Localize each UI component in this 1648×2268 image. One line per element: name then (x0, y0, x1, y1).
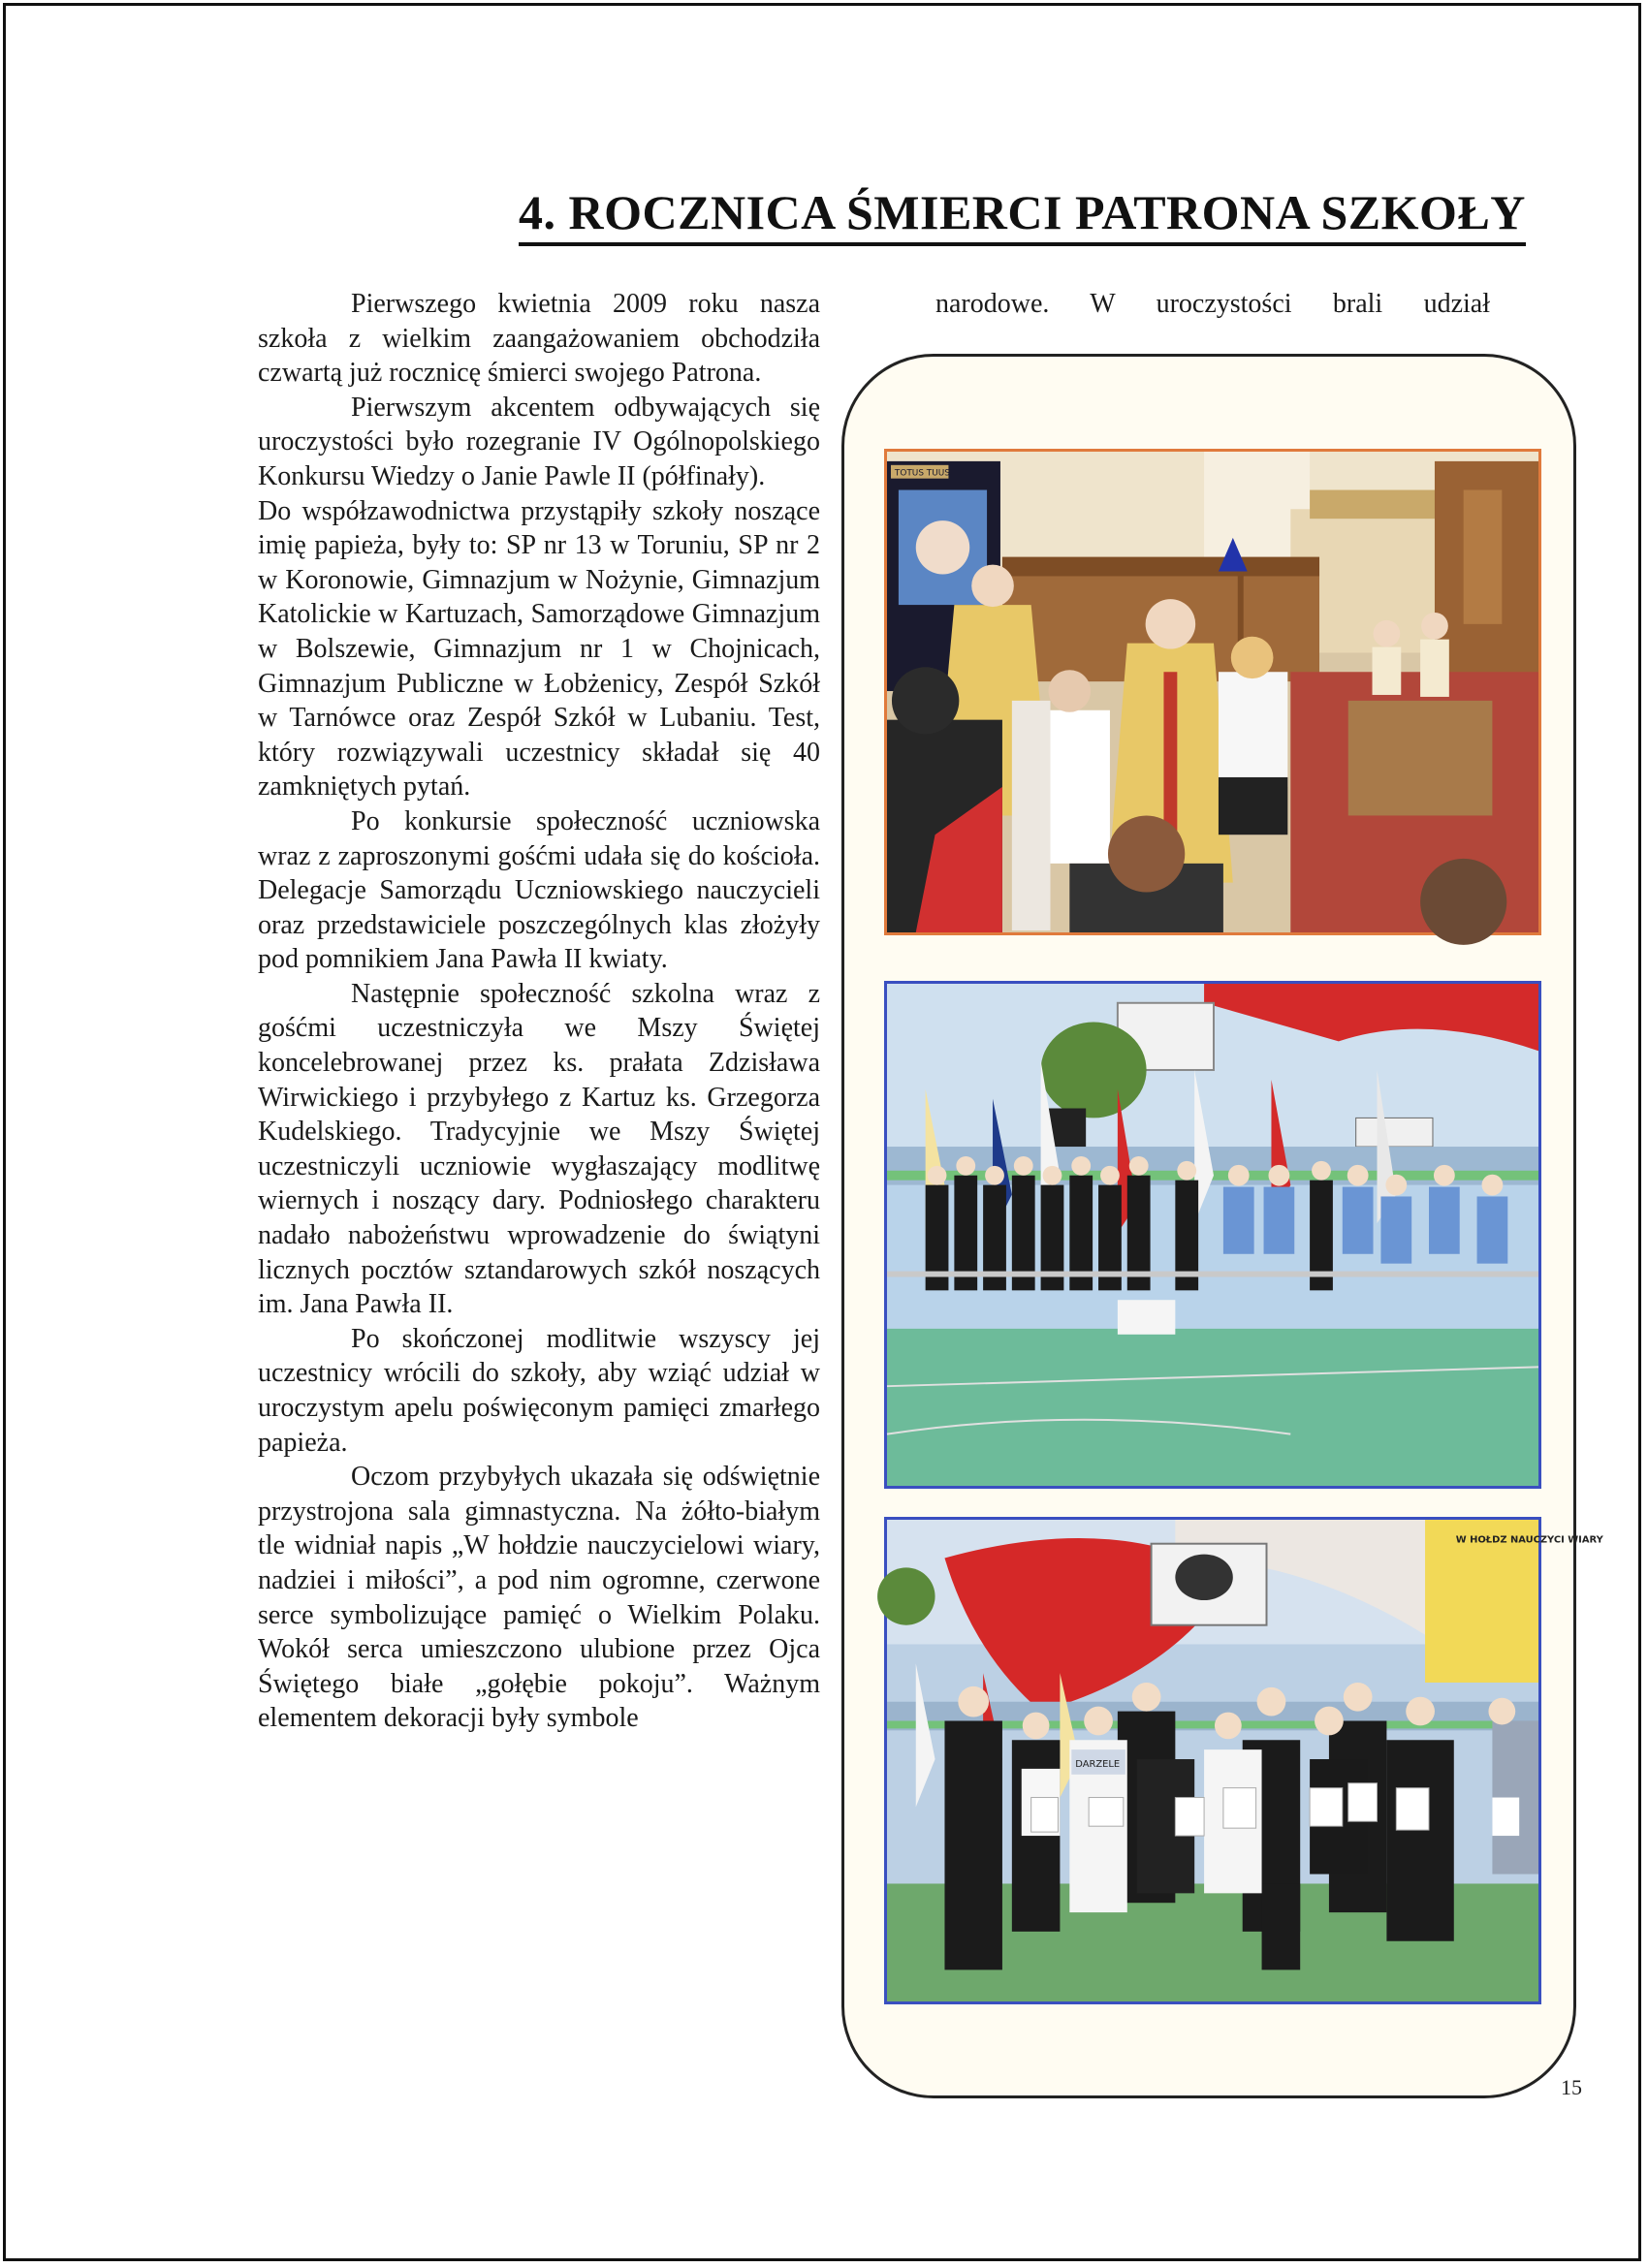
paragraph-6: Po skończonej modlitwie wszyscy jej uczestnicy wrócili do szkoły, aby wziąć udział w uroczystym apelu poświęconym pamięci zmarłego papieża. (258, 1323, 820, 1458)
continuation-text: narodowe. W uroczystości brali udział (935, 289, 1490, 319)
page-title: 4. ROCZNICA ŚMIERCI PATRONA SZKOŁY (519, 186, 1526, 246)
paragraph-4: Po konkursie społeczność uczniowska wraz z zaproszonymi gośćmi udała się do kościoła. Delegacje Samorządu Uczniowskiego nauczycieli oraz przedstawiciele poszczególnych klas złożyły pod pomnikiem Jana Pawła II kwiaty. (258, 805, 820, 975)
banner-text: TOTUS TUUS (894, 468, 950, 479)
sign-text: DARZELE (1075, 1758, 1121, 1770)
banner-text: W HOŁDZ NAUCZYCI WIARY (1455, 1534, 1603, 1546)
article-text-column (258, 287, 820, 1736)
paragraph-3: Do współzawodnictwa przystąpiły szkoły noszące imię papieża, były to: SP nr 13 w Toruniu, SP nr 2 w Koronowie, Gimnazjum w Nożynie, Gimnazjum Katolickie w Kartuzach, Samorządowe Gimnazjum w Bolszewie, Gimnazjum nr 1 w Chojnicach, Gimnazjum Publiczne w Łobżenicy, Zespół Szkół w Tarnówce oraz Zespół Szkół w Lubaniu. Test, który rozwiązywali uczestnicy składał się 40 zamkniętych pytań. (258, 495, 820, 803)
paragraph-5: Następnie społeczność szkolna wraz z gośćmi uczestniczyła we Mszy Świętej koncelebrowanej przez ks. prałata Zdzisława Wirwickiego i przybyłego z Kartuz ks. Grzegorza Kudelskiego. Tradycyjnie we Mszy Świętej uczestniczyli uczniowie wygłaszający modlitwę wiernych i noszący dary. Podniosłego charakteru nadało nabożeństwu wprowadzenie do świątyni licznych pocztów sztandarowych szkół noszących im. Jana Pawła II. (258, 978, 820, 1320)
photo-gym-flag-bearers (884, 981, 1541, 1489)
paragraph-7: Oczom przybyłych ukazała się odświętnie przystrojona sala gimnastyczna. Na żółto-białym tle widniał napis „W hołdzie nauczycielowi wiary, nadziei i miłości”, a pod nim ogromne, czerwone serce symbolizujące pamięć o Wielkim Polaku. Wokół serca umieszczono ulubione przez Ojca Świętego białe „gołębie pokoju”. Ważnym elementem dekoracji były symbole (258, 1462, 820, 1734)
paragraph-1: Pierwszego kwietnia 2009 roku nasza szkoła z wielkim zaangażowaniem obchodziła czwartą już rocznicę śmierci swojego Patrona. (258, 289, 820, 389)
paragraph-2: Pierwszym akcentem odbywających się uroczystości było rozegranie IV Ogólnopolskiego Konkursu Wiedzy o Janie Pawle II (półfinały). (258, 392, 820, 491)
page-number: 15 (1561, 2075, 1582, 2099)
photo-award-group (884, 1517, 1603, 2004)
photo-church-mass (884, 449, 1541, 935)
